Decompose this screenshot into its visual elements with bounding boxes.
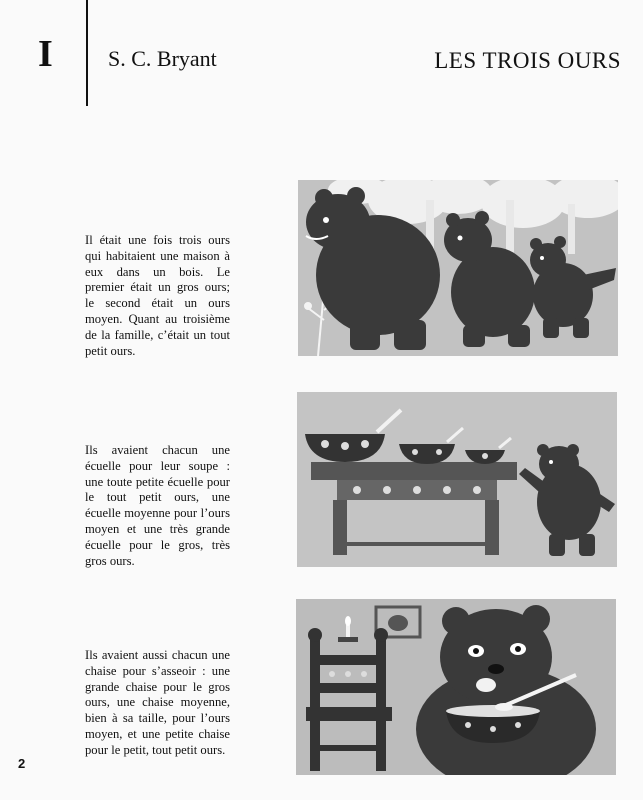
- table-top: [311, 462, 517, 480]
- chapter-number: I: [38, 33, 53, 75]
- page-number: 2: [18, 756, 26, 771]
- illustration-bowls-on-table: [297, 392, 617, 567]
- illustration-three-bears-walking: [298, 180, 618, 356]
- paragraph-1: Il était une fois trois ours qui habitaient une maison à eux dans un bois. Le premier était un gros ours; le second était un ours moyen. Quant au troisième de la famille, c’était un tout petit ours.: [85, 233, 230, 358]
- header-divider: [86, 0, 88, 106]
- candle: [346, 625, 350, 637]
- illustration-bear-and-chair: [296, 599, 616, 775]
- story-title: LES TROIS OURS: [434, 48, 621, 73]
- author-name: S. C. Bryant: [108, 46, 217, 71]
- paragraph-3: Ils avaient aussi chacun une chaise pour s’asseoir : une grande chaise pour le gros ours, une chaise moyenne, bien à sa taille, pour l’ours moyen, et une petite chaise pour le petit, tout petit ours.: [85, 648, 230, 757]
- paragraph-2: Ils avaient chacun une écuelle pour leur soupe : une toute petite écuelle pour le tout petit ours, une écuelle moyenne pour l’ours moyen et une très grande écuelle pour le gros, très gros ours.: [85, 443, 230, 568]
